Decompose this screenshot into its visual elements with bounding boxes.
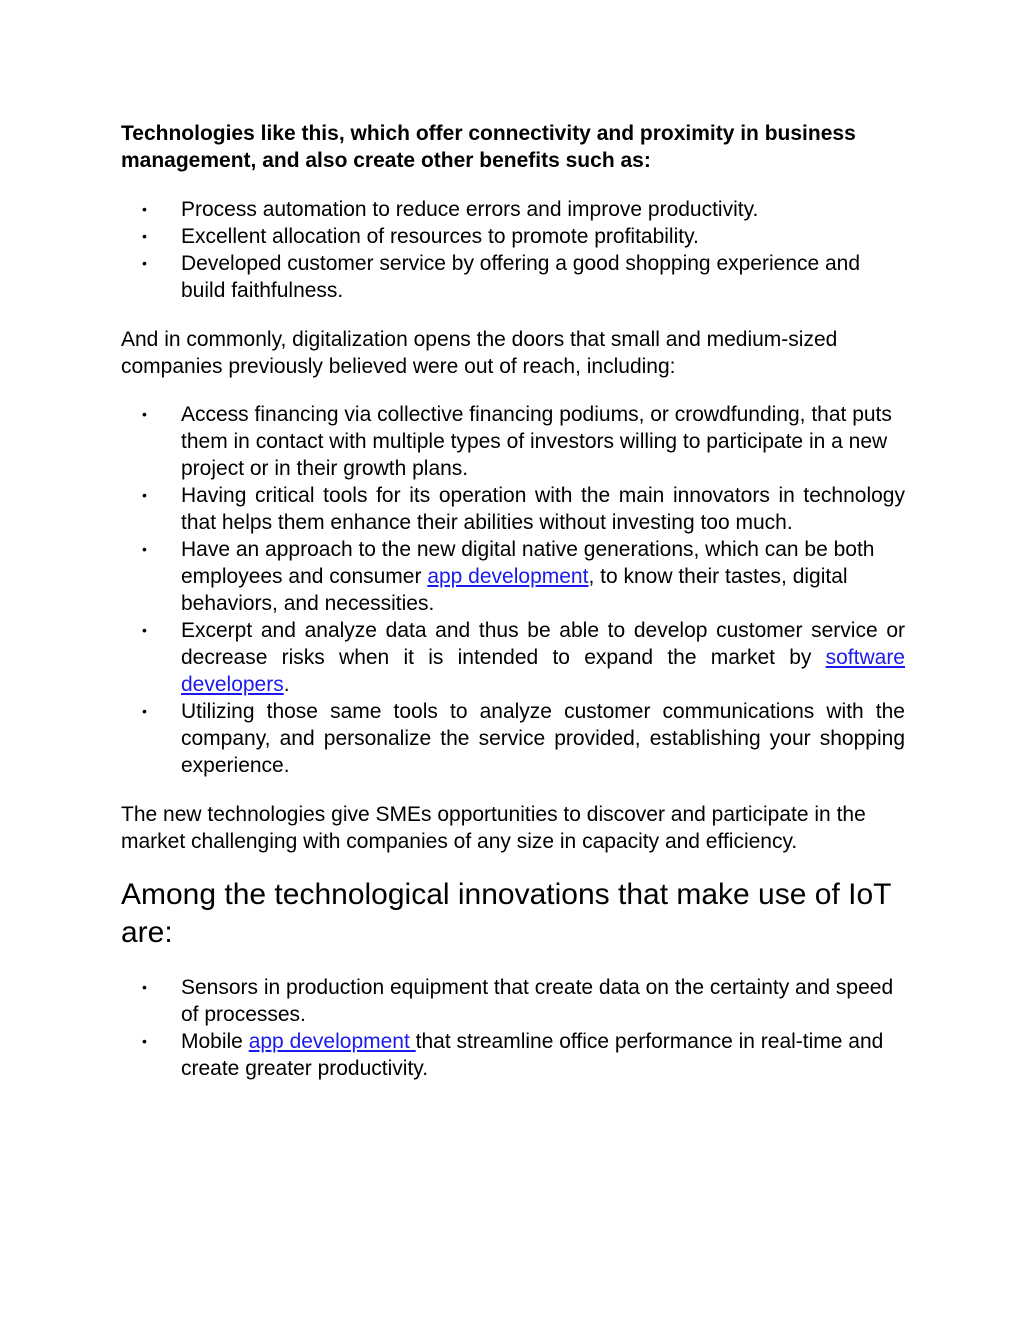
bullet-icon: •	[142, 201, 147, 217]
list-item	[121, 223, 905, 250]
list-item	[121, 974, 905, 1028]
list-item-text: Have an approach to the new digital native generations, which can be both employees and consumer	[181, 538, 875, 588]
list-item-text: Utilizing those same tools to analyze customer communications with the company, and personalize the service provided, establishing your shopping experience.	[181, 700, 905, 777]
list-item	[121, 617, 905, 698]
software-developers-link[interactable]: software developers	[181, 646, 905, 696]
list-item-text: , to know their tastes, digital behaviors, and necessities.	[181, 565, 848, 615]
iot-list	[121, 974, 905, 1082]
digitalization-paragraph: And in commonly, digitalization opens the doors that small and medium-sized companies previously believed were out of reach, including:	[121, 328, 838, 378]
list-item	[121, 536, 905, 617]
list-item-text: Excerpt and analyze data and thus be able to develop customer service or decrease risks when it is intended to expand the market by	[181, 619, 905, 669]
app-development-link[interactable]: app development	[248, 1030, 416, 1053]
list-item-text: Having critical tools for its operation with the main innovators in technology that helps them enhance their abilities without investing too much.	[181, 484, 905, 534]
bullet-icon: •	[142, 1033, 147, 1049]
intro-paragraph: Technologies like this, which offer connectivity and proximity in business management, and also create other benefits such as:	[121, 122, 856, 172]
list-item-text: .	[283, 673, 290, 696]
bullet-icon: •	[142, 622, 147, 638]
list-item	[121, 698, 905, 779]
bullet-icon: •	[142, 979, 147, 995]
bullet-icon: •	[142, 703, 147, 719]
benefits-list	[121, 196, 905, 304]
smes-paragraph: The new technologies give SMEs opportunities to discover and participate in the market challenging with companies of any size in capacity and efficiency.	[121, 803, 866, 853]
list-item-text: Sensors in production equipment that create data on the certainty and speed of processes.	[181, 976, 894, 1026]
bullet-icon: •	[142, 228, 147, 244]
document-page	[121, 120, 905, 1104]
iot-heading: Among the technological innovations that make use of IoT are:	[121, 878, 891, 949]
list-item	[121, 401, 905, 482]
list-item-text: Excellent allocation of resources to promote profitability.	[181, 225, 699, 248]
bullet-icon: •	[142, 541, 147, 557]
list-item-text: Mobile	[181, 1030, 249, 1053]
list-item	[121, 250, 905, 304]
list-item-text: Developed customer service by offering a good shopping experience and build faithfulness.	[181, 252, 861, 302]
bullet-icon: •	[142, 406, 147, 422]
app-development-link[interactable]: app development	[427, 565, 589, 588]
list-item-text: that streamline office performance in real-time and create greater productivity.	[181, 1030, 884, 1080]
list-item	[121, 482, 905, 536]
list-item	[121, 1028, 905, 1082]
bullet-icon: •	[142, 255, 147, 271]
digitalization-list	[121, 401, 905, 779]
list-item	[121, 196, 905, 223]
list-item-text: Process automation to reduce errors and improve productivity.	[181, 198, 759, 221]
bullet-icon: •	[142, 487, 147, 503]
list-item-text: Access financing via collective financing podiums, or crowdfunding, that puts them in contact with multiple types of investors willing to participate in a new project or in their growth plans.	[181, 403, 892, 480]
